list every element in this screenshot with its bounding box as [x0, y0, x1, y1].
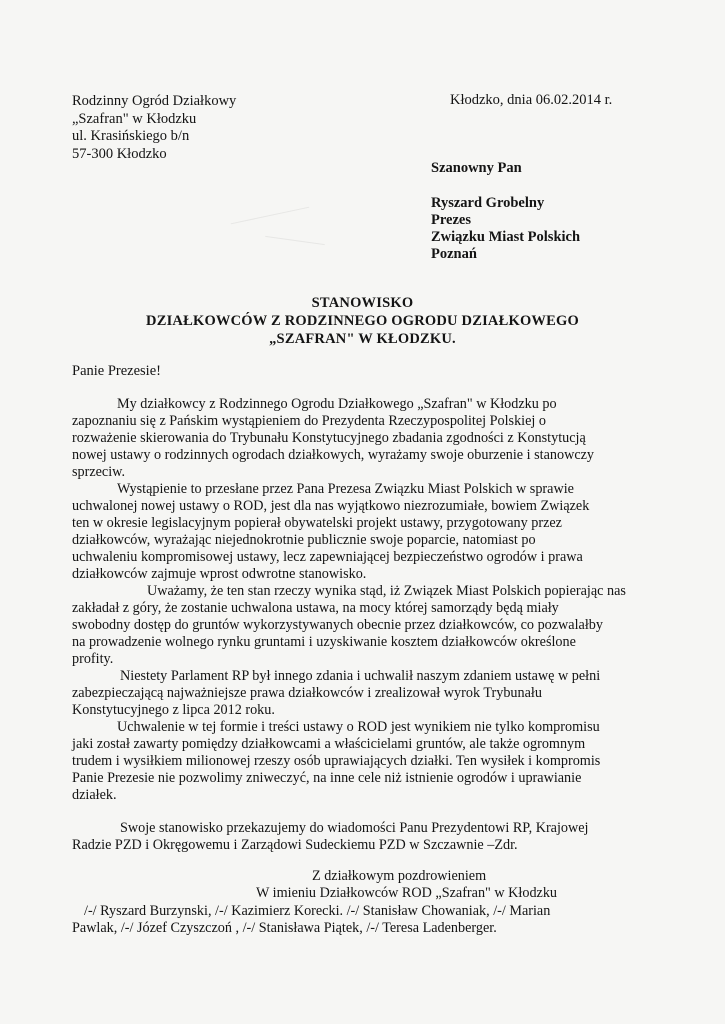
letter-date: Kłodzko, dnia 06.02.2014 r.: [450, 92, 613, 108]
body-line: jaki został zawarty pomiędzy działkowcami a właścicielami gruntów, ale także ogromnym: [72, 736, 586, 752]
signatory-line: /-/ Ryszard Burzynski, /-/ Kazimierz Korecki. /-/ Stanisław Chowaniak, /-/ Marian: [84, 903, 551, 919]
body-line: nowej ustawy o rodzinnych ogrodach działkowych, wyrażamy swoje oburzenie i stanowczy: [72, 447, 595, 463]
body-line: Panie Prezesie nie pozwolimy zniweczyć, na inne cele niż istnienie ogrodów i uprawianie: [72, 770, 582, 786]
body-line: uchwaleniu kompromisowej ustawy, lecz zapewniającej bezpieczeństwo ogrodów i prawa: [72, 549, 583, 565]
body-line: profity.: [72, 651, 114, 667]
body-line: uchwalonej nowej ustawy o ROD, jest dla nas wyjątkowo niezrozumiałe, bowiem Związek: [72, 498, 590, 514]
title-line: STANOWISKO: [311, 295, 414, 311]
body-line: Swoje stanowisko przekazujemy do wiadomości Panu Prezydentowi RP, Krajowej: [120, 820, 589, 836]
scan-artifact: [231, 207, 309, 225]
body-line: Uchwalenie w tej formie i treści ustawy o ROD jest wynikiem nie tylko kompromisu: [117, 719, 600, 735]
body-line: Niestety Parlament RP był innego zdania i uchwalił naszym zdaniem ustawę w pełni: [120, 668, 601, 684]
addressee-greeting: Szanowny Pan: [431, 160, 522, 176]
scan-artifact: [265, 236, 325, 245]
body-line: zakładał z góry, że zostanie uchwalona ustawa, na mocy której samorządy będą miały: [72, 600, 559, 616]
signatory-line: Pawlak, /-/ Józef Czyszczoń , /-/ Stanisława Piątek, /-/ Teresa Ladenberger.: [72, 920, 497, 936]
body-line: zapoznaniu się z Pańskim wystąpieniem do Prezydenta Rzeczypospolitej Polskiej o: [72, 413, 546, 429]
body-line: Radzie PZD i Okręgowemu i Zarządowi Sudeckiemu PZD w Szczawnie –Zdr.: [72, 837, 518, 853]
salutation: Panie Prezesie!: [72, 363, 161, 379]
addressee-name: Ryszard Grobelny: [431, 195, 545, 211]
addressee-city: Poznań: [431, 246, 477, 262]
body-line: sprzeciw.: [72, 464, 126, 480]
closing-line: W imieniu Działkowców ROD „Szafran" w Kłodzku: [256, 885, 558, 901]
closing-line: Z działkowym pozdrowieniem: [312, 868, 487, 884]
addressee-position: Prezes: [431, 212, 471, 228]
addressee-organization: Związku Miast Polskich: [431, 229, 581, 245]
sender-postal-code: 57-300 Kłodzko: [72, 146, 167, 162]
body-line: na prowadzenie wolnego rynku gruntami i uzyskiwanie kosztem działkowców określone: [72, 634, 576, 650]
body-line: ten w okresie legislacyjnym popierał obywatelski projekt ustawy, przygotowany przez: [72, 515, 562, 531]
body-line: działkowców, wyrażając niejednokrotnie publicznie swoje poparcie, natomiast po: [72, 532, 536, 548]
body-line: Uważamy, że ten stan rzeczy wynika stąd, iż Związek Miast Polskich popierając nas: [147, 583, 626, 599]
body-line: rozważenie skierowania do Trybunału Konstytucyjnego zbadania zgodności z Konstytucją: [72, 430, 586, 446]
body-line: działkowców zajmuje wprost odwrotne stanowisko.: [72, 566, 367, 582]
body-line: trudem i wysiłkiem milionowej rzeszy osób uprawiających działki. Ten wysiłek i kompromis: [72, 753, 601, 769]
body-line: zabezpieczającą najważniejsze prawa działkowców i zrealizował wyrok Trybunału: [72, 685, 542, 701]
body-line: swobodny dostęp do gruntów wykorzystywanych obecnie przez działkowców, co pozwalałby: [72, 617, 603, 633]
body-line: My działkowcy z Rodzinnego Ogrodu Działkowego „Szafran" w Kłodzku po: [117, 396, 557, 412]
body-line: Konstytucyjnego z lipca 2012 roku.: [72, 702, 275, 718]
body-line: Wystąpienie to przesłane przez Pana Prezesa Związku Miast Polskich w sprawie: [117, 481, 574, 497]
body-line: działek.: [72, 787, 117, 803]
title-line: „SZAFRAN" W KŁODZKU.: [269, 331, 456, 347]
sender-street: ul. Krasińskiego b/n: [72, 128, 190, 144]
title-line: DZIAŁKOWCÓW Z RODZINNEGO OGRODU DZIAŁKOWEGO: [146, 313, 579, 329]
sender-garden-name: „Szafran" w Kłodzku: [72, 111, 197, 127]
sender-name: Rodzinny Ogród Działkowy: [72, 93, 237, 109]
